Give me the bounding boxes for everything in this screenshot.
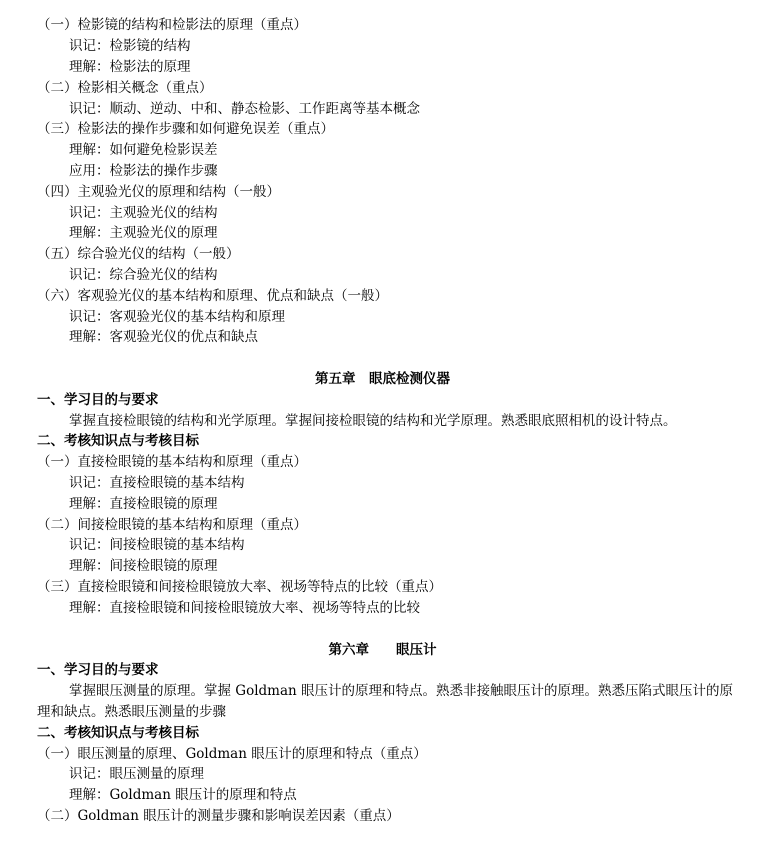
- section-heading: （四）主观验光仪的原理和结构（一般）: [37, 184, 280, 200]
- major-heading: 二、考核知识点与考核目标: [37, 725, 199, 741]
- chapter-title: 第五章 眼底检测仪器: [315, 371, 450, 387]
- section-heading: （五）综合验光仪的结构（一般）: [37, 246, 240, 262]
- section-heading: （二）间接检眼镜的基本结构和原理（重点）: [37, 517, 307, 533]
- objective-item: 识记：综合验光仪的结构: [69, 267, 218, 283]
- objective-item: 应用：检影法的操作步骤: [69, 163, 218, 179]
- objective-item: 识记：直接检眼镜的基本结构: [69, 475, 245, 491]
- objective-item: 识记：眼压测量的原理: [69, 766, 204, 782]
- objective-item: 理解：客观验光仪的优点和缺点: [69, 329, 258, 345]
- objective-item: 理解：Goldman 眼压计的原理和特点: [69, 787, 297, 803]
- paragraph-line: 掌握眼压测量的原理。掌握 Goldman 眼压计的原理和特点。熟悉非接触眼压计的原理。熟悉压陷式眼压计的原: [69, 683, 733, 699]
- section-heading: （一）直接检眼镜的基本结构和原理（重点）: [37, 454, 307, 470]
- major-heading: 一、学习目的与要求: [37, 662, 159, 678]
- objective-item: 理解：直接检眼镜的原理: [69, 496, 218, 512]
- objective-item: 理解：主观验光仪的原理: [69, 225, 218, 241]
- objective-item: 识记：主观验光仪的结构: [69, 205, 218, 221]
- section-heading: （一）检影镜的结构和检影法的原理（重点）: [37, 17, 307, 33]
- major-heading: 一、学习目的与要求: [37, 392, 159, 408]
- objective-item: 理解：检影法的原理: [69, 59, 191, 75]
- section-heading: （三）直接检眼镜和间接检眼镜放大率、视场等特点的比较（重点）: [37, 579, 442, 595]
- objective-item: 理解：间接检眼镜的原理: [69, 558, 218, 574]
- section-heading: （二）Goldman 眼压计的测量步骤和影响误差因素（重点）: [37, 808, 400, 824]
- objective-item: 识记：间接检眼镜的基本结构: [69, 537, 245, 553]
- objective-item: 理解：如何避免检影误差: [69, 142, 218, 158]
- section-heading: （二）检影相关概念（重点）: [37, 80, 213, 96]
- objective-item: 识记：客观验光仪的基本结构和原理: [69, 309, 285, 325]
- objective-item: 识记：顺动、逆动、中和、静态检影、工作距离等基本概念: [69, 101, 420, 117]
- section-heading: （一）眼压测量的原理、Goldman 眼压计的原理和特点（重点）: [37, 746, 427, 762]
- objective-item: 理解：直接检眼镜和间接检眼镜放大率、视场等特点的比较: [69, 600, 420, 616]
- paragraph-line: 理和缺点。熟悉眼压测量的步骤: [37, 704, 226, 720]
- section-heading: （三）检影法的操作步骤和如何避免误差（重点）: [37, 121, 334, 137]
- chapter-title: 第六章 眼压计: [328, 642, 437, 658]
- major-heading: 二、考核知识点与考核目标: [37, 433, 199, 449]
- objective-item: 识记：检影镜的结构: [69, 38, 191, 54]
- paragraph-line: 掌握直接检眼镜的结构和光学原理。掌握间接检眼镜的结构和光学原理。熟悉眼底照相机的设计特点。: [69, 413, 677, 429]
- section-heading: （六）客观验光仪的基本结构和原理、优点和缺点（一般）: [37, 288, 388, 304]
